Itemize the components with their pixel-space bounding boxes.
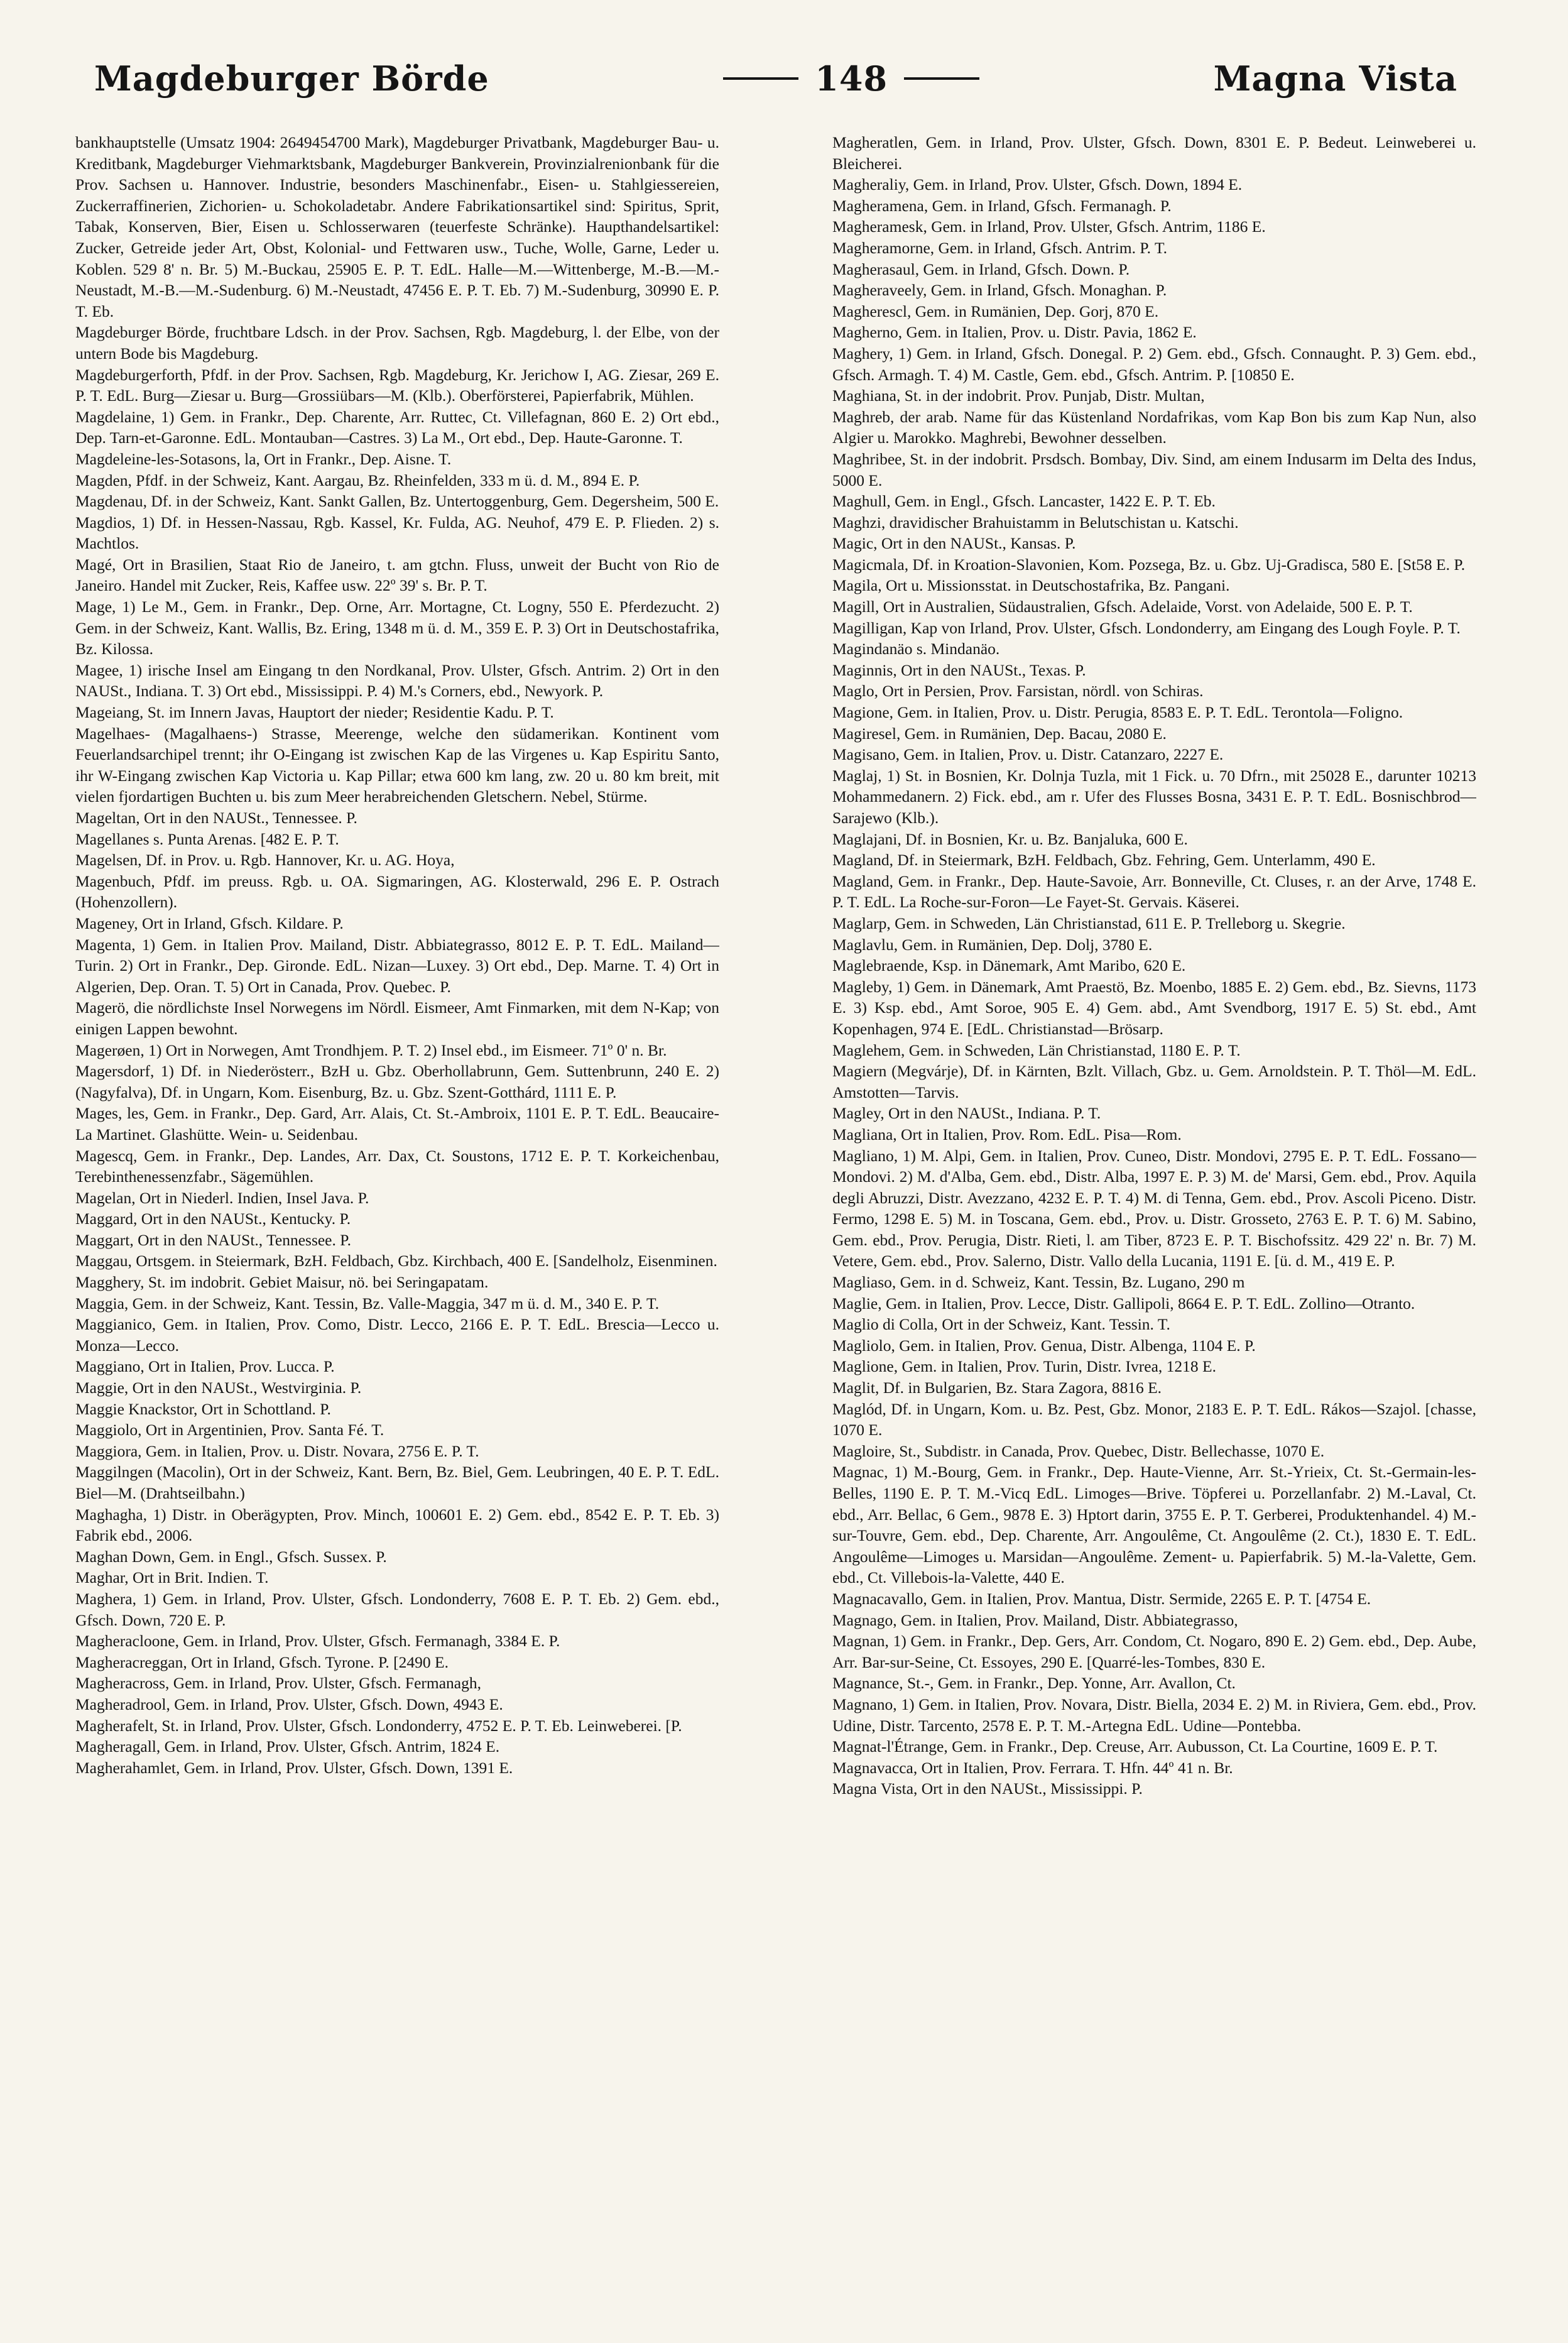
dictionary-entry: Magdios, 1) Df. in Hessen-Nassau, Rgb. Kassel, Kr. Fulda, AG. Neuhof, 479 E. P. Flieden. 2) s. Machtlos. xyxy=(75,513,719,553)
dictionary-entry: Magenta, 1) Gem. in Italien Prov. Mailand, Distr. Abbiategrasso, 8012 E. P. T. EdL. Mailand—Turin. 2) Ort in Frankr., Dep. Gironde. EdL. Nizan—Luxey. 3) Ort ebd., Dep. Marne. T. 4) Ort in Algerien, Dep. Oran. T. 5) Ort in Canada, Prov. Quebec. P. xyxy=(75,935,719,996)
dictionary-entry: Magheracloone, Gem. in Irland, Prov. Ulster, Gfsch. Fermanagh, 3384 E. P. xyxy=(75,1632,560,1651)
dictionary-entry: Maggie, Ort in den NAUSt., Westvirginia. P. xyxy=(75,1379,362,1397)
dictionary-entry: Magherno, Gem. in Italien, Prov. u. Distr. Pavia, 1862 E. xyxy=(832,323,1197,342)
dictionary-entry: Magé, Ort in Brasilien, Staat Rio de Janeiro, t. am gtchn. Fluss, unweit der Bucht von Rio de Janeiro. Handel mit Zucker, Reis, Kaffee usw. 22º 39' s. Br. P. T. xyxy=(75,555,719,595)
dictionary-entry: Mageltan, Ort in den NAUSt., Tennessee. P. xyxy=(75,809,357,827)
dictionary-entry: Magliaso, Gem. in d. Schweiz, Kant. Tessin, Bz. Lugano, 290 m xyxy=(832,1273,1245,1292)
dictionary-entry: Magliana, Ort in Italien, Prov. Rom. EdL. Pisa—Rom. xyxy=(832,1125,1182,1144)
dictionary-entry: Magnan, 1) Gem. in Frankr., Dep. Gers, Arr. Condom, Ct. Nogaro, 890 E. 2) Gem. ebd., Dep. Aube, Arr. Bar-sur-Seine, Ct. Essoyes, 290 E. [Quarré-les-Tombes, 830 E. xyxy=(832,1632,1476,1671)
dictionary-entry: Magherahamlet, Gem. in Irland, Prov. Ulster, Gfsch. Down, 1391 E. xyxy=(75,1758,513,1777)
dictionary-entry: Magersdorf, 1) Df. in Niederösterr., BzH u. Gbz. Oberhollabrunn, Gem. Suttenbrunn, 240 E. 2) (Nagyfalva), Df. in Ungarn, Kom. Eisenburg, Bz. u. Gbz. Szent-Gotthárd, 1111 E. P. xyxy=(75,1062,719,1101)
dictionary-entry: Maggiolo, Ort in Argentinien, Prov. Santa Fé. T. xyxy=(75,1421,384,1439)
dictionary-entry: Magheracreggan, Ort in Irland, Gfsch. Tyrone. P. [2490 E. xyxy=(75,1652,449,1671)
dictionary-entry: Magnance, St.-, Gem. in Frankr., Dep. Yonne, Arr. Avallon, Ct. xyxy=(832,1674,1236,1693)
dictionary-entry: Maglo, Ort in Persien, Prov. Farsistan, nördl. von Schiras. xyxy=(832,682,1204,701)
dictionary-entry: Magna Vista, Ort in den NAUSt., Mississippi. P. xyxy=(832,1779,1143,1798)
dictionary-entry: Magheraveely, Gem. in Irland, Gfsch. Monaghan. P. xyxy=(832,281,1167,300)
dictionary-entry: Magilligan, Kap von Irland, Prov. Ulster, Gfsch. Londonderry, am Eingang des Lough Foyle. P. T. xyxy=(832,618,1461,637)
dictionary-entry: Magiresel, Gem. in Rumänien, Dep. Bacau, 2080 E. xyxy=(832,724,1167,743)
dictionary-entry: Magicmala, Df. in Kroation-Slavonien, Kom. Pozsega, Bz. u. Gbz. Uj-Gradisca, 580 E. [St58 E. P. xyxy=(832,555,1466,574)
dictionary-entry: Mages, les, Gem. in Frankr., Dep. Gard, Arr. Alais, Ct. St.-Ambroix, 1101 E. P. T. EdL. Beaucaire-La Martinet. Glashütte. Wein- u. Seidenbau. xyxy=(75,1104,719,1144)
dictionary-entry: Magleby, 1) Gem. in Dänemark, Amt Praestö, Bz. Moenbo, 1885 E. 2) Gem. ebd., Bz. Sievns, 1173 E. 3) Ksp. ebd., Amt Soroe, 905 E. 4) Gem. abd., Amt Svendborg, 1917 E. 5) St. ebd., Amt Kopenhagen, 974 E. [EdL. Christianstad—Brösarp. xyxy=(832,977,1476,1038)
dictionary-entry: Magindanäo s. Mindanäo. xyxy=(832,640,1000,658)
dictionary-entry: Magdeburgerforth, Pfdf. in der Prov. Sachsen, Rgb. Magdeburg, Kr. Jerichow I, AG. Ziesar, 269 E. P. T. EdL. Burg—Ziesar u. Burg—Grossiübars—M. (Klb.). Oberförsterei, Papierfabrik, Mühlen. xyxy=(75,365,719,405)
dictionary-entry: bankhauptstelle (Umsatz 1904: 2649454700 Mark), Magdeburger Privatbank, Magdeburger Bau- u. Kreditbank, Magdeburger Viehmarktsbank, Magdeburger Bankverein, Provinzialrenionbank für die Prov. Sachsen u. Hannover. Industrie, besonders Maschinenfabr., Eisen- u. Stahlgiessereien, Zuckerraffinerien, Zichorien- u. Schokoladetabr. Andere Fabrikationsartikel sind: Spiritus, Sprit, Tabak, Konserven, Bier, Eisen u. Schlosserwaren (teuerfeste Schränke). Haupthandelsartikel: Zucker, Getreide jeder Art, Obst, Kolonial- und Fettwaren usw., Tuche, Wolle, Garne, Leder u. Koblen. 529 8' n. Br. 5) M.-Buckau, 25905 E. P. T. EdL. Halle—M.—Wittenberge, M.-B.—M.-Neustadt, M.-B.—M.-Sudenburg. 6) M.-Neustadt, 47456 E. P. T. Eb. 7) M.-Sudenburg, 30990 E. P. T. Eb. xyxy=(75,133,719,320)
dictionary-entry: Maggart, Ort in den NAUSt., Tennessee. P. xyxy=(75,1230,351,1249)
dictionary-entry: Magland, Df. in Steiermark, BzH. Feldbach, Gbz. Fehring, Gem. Unterlamm, 490 E. xyxy=(832,851,1376,870)
dictionary-entry: Maglaj, 1) St. in Bosnien, Kr. Dolnja Tuzla, mit 1 Fick. u. 70 Dfrn., mit 25028 E., darunter 10213 Mohammedanern. 2) Fick. ebd., am r. Ufer des Flusses Bosna, 3431 E. P. T. EdL. Bosnischbrod—Sarajewo (Klb.). xyxy=(832,766,1476,827)
dictionary-entry: Maglio di Colla, Ort in der Schweiz, Kant. Tessin. T. xyxy=(832,1315,1170,1334)
page-number-group xyxy=(723,58,979,99)
dictionary-entry: Maggiano, Ort in Italien, Prov. Lucca. P. xyxy=(75,1357,335,1376)
dictionary-entry: Maghar, Ort in Brit. Indien. T. xyxy=(75,1568,269,1587)
dictionary-entry: Magnago, Gem. in Italien, Prov. Mailand, Distr. Abbiategrasso, xyxy=(832,1610,1238,1629)
dictionary-entry: Maglie, Gem. in Italien, Prov. Lecce, Distr. Gallipoli, 8664 E. P. T. EdL. Zollino—Otranto. xyxy=(832,1294,1415,1313)
dictionary-entry: Maglajani, Df. in Bosnien, Kr. u. Bz. Banjaluka, 600 E. xyxy=(832,829,1188,848)
header-dash-right xyxy=(904,77,979,80)
dictionary-entry: Maglarp, Gem. in Schweden, Län Christianstad, 611 E. P. Trelleborg u. Skegrie. xyxy=(832,914,1346,932)
dictionary-entry: Maghagha, 1) Distr. in Oberägypten, Prov. Minch, 100601 E. 2) Gem. ebd., 8542 E. P. T. Eb. 3) Fabrik ebd., 2006. xyxy=(75,1505,719,1545)
dictionary-entry: Magghery, St. im indobrit. Gebiet Maisur, nö. bei Seringapatam. xyxy=(75,1273,489,1292)
dictionary-entry: Maghreb, der arab. Name für das Küstenland Nordafrikas, vom Kap Bon bis zum Kap Nun, also Algier u. Marokko. Maghrebi, Bewohner desselben. xyxy=(832,407,1476,447)
dictionary-entry: Magnac, 1) M.-Bourg, Gem. in Frankr., Dep. Haute-Vienne, Arr. St.-Yrieix, Ct. St.-Germain-les-Belles, 1190 E. P. T. M.-Vicq EdL. Limoges—Brive. Töpferei u. Porzellanfabr. 2) M.-Laval, Ct. ebd., Arr. Bellac, 6 Gem., 9878 E. 3) Hptort darin, 3755 E. P. T. Gerberei, Produktenhandel. 4) M.-sur-Touvre, Gem. ebd., Dep. Charente, Arr. Angoulême, Ct. Angoulême (2. Ct.), 1830 E. T. EdL. Angoulême—Limoges u. Marsidan—Angoulême. Zement- u. Papierfabrik. 5) M.-la-Valette, Gem. ebd., Ct. Villebois-la-Valette, 440 E. xyxy=(832,1463,1476,1587)
dictionary-entry: Magheratlen, Gem. in Irland, Prov. Ulster, Gfsch. Down, 8301 E. P. Bedeut. Leinweberei u. Bleicherei. xyxy=(832,133,1476,173)
dictionary-entry: Magdelaine, 1) Gem. in Frankr., Dep. Charente, Arr. Ruttec, Ct. Villefagnan, 860 E. 2) Ort ebd., Dep. Tarn-et-Garonne. EdL. Montauban—Castres. 3) La M., Ort ebd., Dep. Haute-Garonne. T. xyxy=(75,407,719,447)
dictionary-entry: Maghery, 1) Gem. in Irland, Gfsch. Donegal. P. 2) Gem. ebd., Gfsch. Connaught. P. 3) Gem. ebd., Gfsch. Armagh. T. 4) M. Castle, Gem. ebd., Gfsch. Antrim. P. [10850 E. xyxy=(832,344,1476,384)
dictionary-entry: Magee, 1) irische Insel am Eingang tn den Nordkanal, Prov. Ulster, Gfsch. Antrim. 2) Ort in den NAUSt., Indiana. T. 3) Ort ebd., Mississippi. P. 4) M.'s Corners, ebd., Newyork. P. xyxy=(75,660,719,701)
dictionary-entry: Mage, 1) Le M., Gem. in Frankr., Dep. Orne, Arr. Mortagne, Ct. Logny, 550 E. Pferdezucht. 2) Gem. in der Schweiz, Kant. Wallis, Bz. Ering, 1348 m ü. d. M., 359 E. P. 3) Ort in Deutschostafrika, Bz. Kilossa. xyxy=(75,598,719,658)
dictionary-entry: Magnacavallo, Gem. in Italien, Prov. Mantua, Distr. Sermide, 2265 E. P. T. [4754 E. xyxy=(832,1589,1371,1608)
dictionary-entry: Magdeleine-les-Sotasons, la, Ort in Frankr., Dep. Aisne. T. xyxy=(75,449,452,468)
dictionary-entry: Magley, Ort in den NAUSt., Indiana. P. T. xyxy=(832,1104,1101,1123)
dictionary-entry: Maghan Down, Gem. in Engl., Gfsch. Sussex. P. xyxy=(75,1547,387,1566)
dictionary-entry: Magnano, 1) Gem. in Italien, Prov. Novara, Distr. Biella, 2034 E. 2) M. in Riviera, Gem. ebd., Prov. Udine, Distr. Tarcento, 2578 E. P. T. M.-Artegna EdL. Udine—Pontebba. xyxy=(832,1695,1476,1735)
dictionary-entry: Maghera, 1) Gem. in Irland, Prov. Ulster, Gfsch. Londonderry, 7608 E. P. T. Eb. 2) Gem. ebd., Gfsch. Down, 720 E. P. xyxy=(75,1589,719,1629)
dictionary-entry: Magheraliy, Gem. in Irland, Prov. Ulster, Gfsch. Down, 1894 E. xyxy=(832,175,1243,194)
dictionary-entry: Magdeburger Börde, fruchtbare Ldsch. in der Prov. Sachsen, Rgb. Magdeburg, l. der Elbe, von der untern Bode bis Magdeburg. xyxy=(75,323,719,363)
dictionary-entry: Magliolo, Gem. in Italien, Prov. Genua, Distr. Albenga, 1104 E. P. xyxy=(832,1336,1256,1355)
dictionary-entry: Magheracross, Gem. in Irland, Prov. Ulster, Gfsch. Fermanagh, xyxy=(75,1674,481,1693)
header-left-keyword: Magdeburger Börde xyxy=(94,58,489,99)
dictionary-entry: Magherasaul, Gem. in Irland, Gfsch. Down. P. xyxy=(832,259,1130,278)
dictionary-entry: Maghzi, dravidischer Brahuistamm in Belutschistan u. Katschi. xyxy=(832,513,1239,532)
dictionary-entry: Magelhaes- (Magalhaens-) Strasse, Meerenge, welche den südamerikan. Kontinent vom Feuerlandsarchipel trennt; ihr O-Eingang ist zwischen Kap de las Virgenes u. Kap Espiritu Santo, ihr W-Eingang zwischen Kap Victoria u. Kap Pillar; etwa 600 km lang, zw. 20 u. 80 km breit, mit vielen fjordartigen Buchten u. bis zum Meer herabreichenden Gletschern. Nebel, Stürme. xyxy=(75,724,719,806)
dictionary-entry: Maggilngen (Macolin), Ort in der Schweiz, Kant. Bern, Bz. Biel, Gem. Leubringen, 40 E. P. T. EdL. Biel—M. (Drahtseilbahn.) xyxy=(75,1463,719,1502)
dictionary-entry: Maginnis, Ort in den NAUSt., Texas. P. xyxy=(832,660,1086,679)
dictionary-entry: Maglit, Df. in Bulgarien, Bz. Stara Zagora, 8816 E. xyxy=(832,1379,1162,1397)
left-column xyxy=(75,132,719,2306)
dictionary-entry: Maggia, Gem. in der Schweiz, Kant. Tessin, Bz. Valle-Maggia, 347 m ü. d. M., 340 E. P. T. xyxy=(75,1294,660,1313)
dictionary-entry: Magiern (Megvárje), Df. in Kärnten, Bzlt. Villach, Gbz. u. Gem. Arnoldstein. P. T. Thöl—M. EdL. Amstotten—Tarvis. xyxy=(832,1062,1476,1101)
page-number: 148 xyxy=(815,58,888,99)
dictionary-entry: Maghribee, St. in der indobrit. Prsdsch. Bombay, Div. Sind, am einem Indusarm im Delta des Indus, 5000 E. xyxy=(832,449,1476,489)
dictionary-entry: Magic, Ort in den NAUSt., Kansas. P. xyxy=(832,534,1076,553)
dictionary-entry: Magione, Gem. in Italien, Prov. u. Distr. Perugia, 8583 E. P. T. EdL. Terontola—Foligno. xyxy=(832,703,1403,722)
dictionary-entry: Magherescl, Gem. in Rumänien, Dep. Gorj, 870 E. xyxy=(832,302,1159,320)
header-right-keyword: Magna Vista xyxy=(1213,58,1457,99)
dictionary-entry: Magerøen, 1) Ort in Norwegen, Amt Trondhjem. P. T. 2) Insel ebd., im Eismeer. 71º 0' n. Br. xyxy=(75,1040,667,1059)
dictionary-entry: Magheradrool, Gem. in Irland, Prov. Ulster, Gfsch. Down, 4943 E. xyxy=(75,1695,503,1713)
dictionary-entry: Magliano, 1) M. Alpi, Gem. in Italien, Prov. Cuneo, Distr. Mondovi, 2795 E. P. T. EdL. Fossano—Mondovi. 2) M. d'Alba, Gem. ebd., Distr. Alba, 1997 E. P. 3) M. de' Marsi, Gem. ebd., Prov. Aquila degli Abruzzi, Distr. Avezzano, 4232 E. P. T. 4) M. di Tenna, Gem. ebd., Prov. Ascoli Piceno. Distr. Fermo, 1298 E. 5) M. in Toscana, Gem. ebd., Prov. u. Distr. Grosseto, 2763 E. P. T. 6) M. Sabino, Gem. ebd., Prov. Perugia, Distr. Rieti, l. am Tiber, 8723 E. P. T. Bischofssitz. 429 22' n. Br. 7) M. Vetere, Gem. ebd., Prov. Salerno, Distr. Vallo della Lucania, 1191 E. [ü. d. M., 419 E. P. xyxy=(832,1146,1476,1270)
dictionary-entry: Maggau, Ortsgem. in Steiermark, BzH. Feldbach, Gbz. Kirchbach, 400 E. [Sandelholz, Eisenminen. xyxy=(75,1252,717,1270)
dictionary-entry: Magelsen, Df. in Prov. u. Rgb. Hannover, Kr. u. AG. Hoya, xyxy=(75,851,455,870)
dictionary-entry: Magill, Ort in Australien, Südaustralien, Gfsch. Adelaide, Vorst. von Adelaide, 500 E. P. T. xyxy=(832,598,1413,616)
dictionary-entry: Magescq, Gem. in Frankr., Dep. Landes, Arr. Dax, Ct. Soustons, 1712 E. P. T. Korkeichenbau, Terebinthenessenzfabr., Sägemühlen. xyxy=(75,1146,719,1186)
dictionary-entry: Maglavlu, Gem. in Rumänien, Dep. Dolj, 3780 E. xyxy=(832,935,1153,954)
dictionary-entry: Magden, Pfdf. in der Schweiz, Kant. Aargau, Bz. Rheinfelden, 333 m ü. d. M., 894 E. P. xyxy=(75,471,640,489)
dictionary-entry: Magheragall, Gem. in Irland, Prov. Ulster, Gfsch. Antrim, 1824 E. xyxy=(75,1737,500,1756)
dictionary-entry: Magerö, die nördlichste Insel Norwegens im Nördl. Eismeer, Amt Finmarken, mit dem N-Kap; von einigen Lappen bewohnt. xyxy=(75,998,719,1038)
dictionary-entry: Magheramorne, Gem. in Irland, Gfsch. Antrim. P. T. xyxy=(832,238,1168,257)
page-header xyxy=(94,44,1457,113)
dictionary-entry: Magnat-l'Étrange, Gem. in Frankr., Dep. Creuse, Arr. Aubusson, Ct. La Courtine, 1609 E. P. T. xyxy=(832,1737,1438,1756)
dictionary-entry: Magila, Ort u. Missionsstat. in Deutschostafrika, Bz. Pangani. xyxy=(832,576,1230,595)
dictionary-entry: Maglód, Df. in Ungarn, Kom. u. Bz. Pest, Gbz. Monor, 2183 E. P. T. EdL. Rákos—Szajol. [chasse, 1070 E. xyxy=(832,1399,1476,1439)
dictionary-entry: Magenbuch, Pfdf. im preuss. Rgb. u. OA. Sigmaringen, AG. Klosterwald, 296 E. P. Ostrach (Hohenzollern). xyxy=(75,871,719,912)
dictionary-entry: Magheramena, Gem. in Irland, Gfsch. Fermanagh. P. xyxy=(832,196,1172,215)
dictionary-entry: Magellanes s. Punta Arenas. [482 E. P. T. xyxy=(75,829,339,848)
dictionary-entry: Magnavacca, Ort in Italien, Prov. Ferrara. T. Hfn. 44º 41 n. Br. xyxy=(832,1758,1233,1777)
dictionary-entry: Maglione, Gem. in Italien, Prov. Turin, Distr. Ivrea, 1218 E. xyxy=(832,1357,1216,1376)
dictionary-entry: Magloire, St., Subdistr. in Canada, Prov. Quebec, Distr. Bellechasse, 1070 E. xyxy=(832,1441,1325,1460)
dictionary-entry: Maggie Knackstor, Ort in Schottland. P. xyxy=(75,1399,331,1418)
dictionary-entry: Magland, Gem. in Frankr., Dep. Haute-Savoie, Arr. Bonneville, Ct. Cluses, r. an der Arve, 1748 E. P. T. EdL. La Roche-sur-Foron—Le Fayet-St. Gervais. Käserei. xyxy=(832,871,1476,912)
dictionary-entry: Maglehem, Gem. in Schweden, Län Christianstad, 1180 E. P. T. xyxy=(832,1040,1241,1059)
right-column xyxy=(832,132,1476,2306)
dictionary-entry: Magheramesk, Gem. in Irland, Prov. Ulster, Gfsch. Antrim, 1186 E. xyxy=(832,217,1266,236)
dictionary-entry: Magherafelt, St. in Irland, Prov. Ulster, Gfsch. Londonderry, 4752 E. P. T. Eb. Leinweberei. [P. xyxy=(75,1716,682,1735)
dictionary-entry: Magdenau, Df. in der Schweiz, Kant. Sankt Gallen, Bz. Untertoggenburg, Gem. Degersheim, 500 E. xyxy=(75,492,719,511)
dictionary-entry: Maghiana, St. in der indobrit. Prov. Punjab, Distr. Multan, xyxy=(832,386,1205,405)
dictionary-entry: Maggiora, Gem. in Italien, Prov. u. Distr. Novara, 2756 E. P. T. xyxy=(75,1441,479,1460)
dictionary-entry: Mageiang, St. im Innern Javas, Hauptort der nieder; Residentie Kadu. P. T. xyxy=(75,703,554,722)
dictionary-entry: Magelan, Ort in Niederl. Indien, Insel Java. P. xyxy=(75,1188,369,1207)
dictionary-entry: Maggard, Ort in den NAUSt., Kentucky. P. xyxy=(75,1210,351,1228)
dictionary-entry: Maghull, Gem. in Engl., Gfsch. Lancaster, 1422 E. P. T. Eb. xyxy=(832,492,1216,511)
dictionary-entry: Magisano, Gem. in Italien, Prov. u. Distr. Catanzaro, 2227 E. xyxy=(832,745,1224,764)
dictionary-entry: Maggianico, Gem. in Italien, Prov. Como, Distr. Lecco, 2166 E. P. T. EdL. Brescia—Lecco u. Monza—Lecco. xyxy=(75,1315,719,1355)
dictionary-entry: Maglebraende, Ksp. in Dänemark, Amt Maribo, 620 E. xyxy=(832,956,1186,975)
dictionary-entry: Mageney, Ort in Irland, Gfsch. Kildare. P. xyxy=(75,914,344,932)
header-dash-left xyxy=(723,77,798,80)
